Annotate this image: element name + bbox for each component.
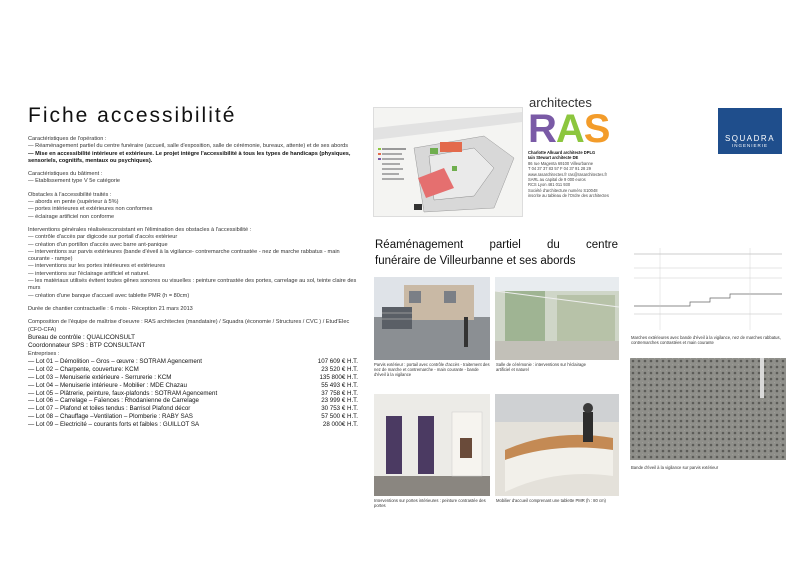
team-line4: Entreprises : <box>28 350 60 357</box>
lot-row <box>28 397 358 405</box>
caption-bande: Bande d'éveil à la vigilance sur parvis extérieur <box>631 465 719 470</box>
lot-label: — Lot 03 – Menuiserie extérieure - Serrurerie : KCM <box>28 373 172 381</box>
obstacle-item: — abords en pente (supérieur à 5%) <box>28 199 119 206</box>
intervention-item: — création d'une banque d'accueil avec tablette PMR (h = 80cm) <box>28 292 190 299</box>
duration: Durée de chantier contractuelle : 6 mois - Réception 21 mars 2013 <box>28 305 193 312</box>
photo-mobilier <box>495 394 619 496</box>
lot-label: — Lot 09 – Electricité – courants forts et faibles : GUILLOT SA <box>28 421 200 429</box>
lot-amount: 57 500 € H.T. <box>321 413 358 421</box>
left-column <box>28 136 358 429</box>
lot-label: — Lot 07 – Plafond et toiles tendus : Barrisol Plafond décor <box>28 405 191 413</box>
lot-amount: 23 520 € H.T. <box>321 365 358 373</box>
operation-line2: — Mise en accessibilité intérieure et extérieure. Le projet intègre l'accessibilité à tous les types de handicaps (physiques, sensoriels, cognitifs, mentaux ou psychiques). <box>28 150 351 164</box>
lot-label: — Lot 08 – Chauffage –Ventilation – Plomberie : RABY SAS <box>28 413 193 421</box>
lot-row <box>28 382 358 390</box>
intervention-item: — les matériaux utilisés évitent toutes gênes sonores ou visuelles : peinture contrastée des portes, carrelage au sol, teinte claire des murs <box>28 278 357 292</box>
lot-amount: 23 999 € H.T. <box>321 397 358 405</box>
interventions-heading: Interventions générales réaliséesconsistant en l'élimination des obstacles à l'accessibilité : <box>28 226 252 233</box>
ras-logo: RAS <box>528 107 610 151</box>
lot-amount: 30 753 € H.T. <box>321 405 358 413</box>
building-line1: — Etablissement type V 5e catégorie <box>28 178 121 185</box>
ras-logo-block <box>528 96 658 199</box>
intervention-item: — interventions sur les portes intérieures et extérieures <box>28 263 166 270</box>
operation-line1: — Réaménagement partiel du centre funéraire (accueil, salle d'exposition, salle de cérémonie, bureaux, attente) et de ses abords <box>28 143 349 150</box>
intervention-item: — contrôle d'accès par digicode sur portail d'accès extérieur <box>28 234 178 241</box>
lot-row <box>28 390 358 398</box>
lot-label: — Lot 01 – Démolition – Gros – œuvre : SOTRAM Agencement <box>28 357 203 365</box>
obstacle-item: — éclairage artificiel non conforme <box>28 213 115 220</box>
lot-row <box>28 421 358 429</box>
intervention-item: — création d'un portillon d'accès avec barre ant-panique <box>28 241 168 248</box>
operation-heading: Caractéristiques de l'opération : <box>28 136 107 142</box>
drawing-marches <box>630 248 786 330</box>
photo-portes <box>374 394 490 496</box>
team-line1: Composition de l'équipe de maîtrise d'oeuvre : RAS architectes (mandataire) / Squadra (économie / Structures / CVC ) / Etud'Elec (CFO-CFA) <box>28 319 350 333</box>
intervention-item: — interventions sur l'éclairage artificiel et naturel. <box>28 270 150 277</box>
lot-amount: 28 000€ H.T. <box>322 421 358 429</box>
lot-row <box>28 374 358 382</box>
obstacle-item: — portes intérieures et extérieures non conformes <box>28 206 153 213</box>
lot-label: — Lot 05 – Plâtrerie, peinture, faux-plafonds : SOTRAM Agencement <box>28 389 218 397</box>
photo-bande <box>630 358 786 460</box>
lot-label: — Lot 02 – Charpente, couverture: KCM <box>28 365 139 373</box>
project-title: Réaménagement partiel du centre funéraire de Villeurbanne et ses abords <box>375 239 618 267</box>
caption-parvis: Parvis extérieur : portail avec contrôle d'accès - traitement des nez de marche et contremarche - main courante - bande d'éveil à la vigilance <box>374 362 490 378</box>
intervention-item: — interventions sur parvis extérieures (bande d'éveil à la vigilance- contremarche contrastée - nez de marche rabbatus - main courante - rampe) <box>28 248 340 263</box>
photo-parvis <box>374 277 490 360</box>
lot-amount: 135 800€ H.T. <box>319 373 358 381</box>
lot-row <box>28 358 358 366</box>
lot-row <box>28 413 358 421</box>
lot-label: — Lot 04 – Menuiserie intérieure - Mobilier : MDE Chazau <box>28 381 187 389</box>
lot-amount: 37 758 € H.T. <box>321 389 358 397</box>
caption-salle: Salle de cérémonie : interventions sur l'éclairage artificiel et naturel <box>496 362 586 373</box>
caption-marches: Marches extérieures avec bande d'éveil à la vigilance, nez de marches rabbatus, contremarches contrastées et main courante <box>631 335 781 346</box>
photo-salle <box>495 277 619 360</box>
squadra-logo: SQUADRA INGENIERIE <box>718 108 782 154</box>
lot-amount: 55 493 € H.T. <box>321 381 358 389</box>
caption-portes: Interventions sur portes intérieures : peinture contrastée des portes <box>374 498 486 509</box>
site-plan-image <box>373 107 523 217</box>
lot-row <box>28 366 358 374</box>
building-heading: Caractéristiques du bâtiment : <box>28 171 103 178</box>
ras-contact-info: Charlotte Alkuard architecte DPLG Iain Stewart architecte DE 86 rue Magenta 69100 Villeurbanne T 04 37 37 83 57 F 04 37 91 28 29 www.rasarchitectes.fr ras@rasarchitectes.fr SARL au capital de 9 000 euros RCS Lyon 481 011 930 Société d'architecture numéro S10048 inscrite au tableau de l'Ordre des architectes <box>528 150 609 199</box>
page-title: Fiche accessibilité <box>28 104 237 127</box>
lot-label: — Lot 06 – Carrelage – Faïences : Rhodanienne de Carrelage <box>28 397 199 405</box>
lots-list <box>28 358 358 429</box>
lot-amount: 107 609 € H.T. <box>317 357 358 365</box>
team-line3: Coordonnateur SPS : BTP CONSULTANT <box>28 342 146 350</box>
team-line2: Bureau de contrôle : QUALICONSULT <box>28 333 135 341</box>
obstacles-heading: Obstacles à l'accessibilité traités : <box>28 191 112 198</box>
caption-mobilier: Mobilier d'accueil comprenant une tablette PMR (h : 80 cm) <box>496 498 606 503</box>
lot-row <box>28 405 358 413</box>
ras-architectes-label: architectes <box>529 95 592 110</box>
